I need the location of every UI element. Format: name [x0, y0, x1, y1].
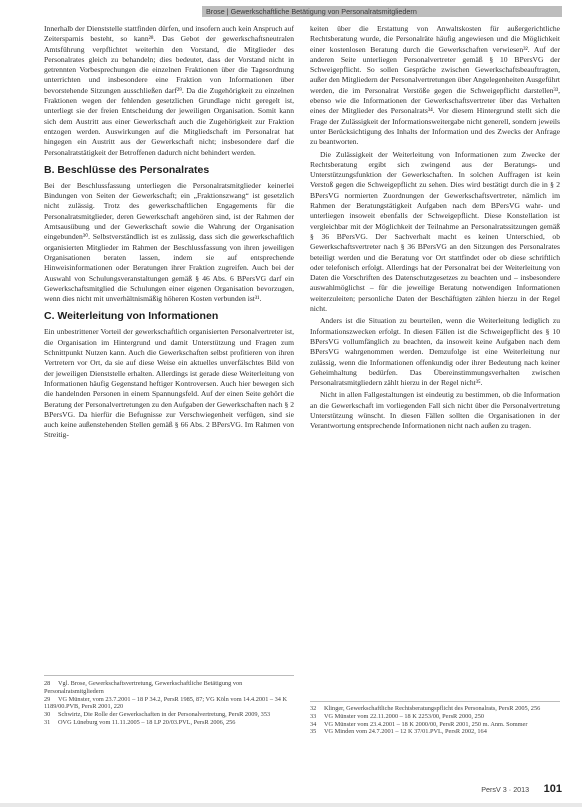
- paragraph: Ein unbestrittener Vorteil der gewerkschaftlich organisierten Personalvertreter ist, die Organisation im Hintergrund und damit Unterstützung und Fragen zum Schnittpunkt Nutzen kann. Auch die Gewerkschaften selbst profitieren von ihren Vertretern vor Ort, da sie auf diese Weise ein aktuelles unverfälschtes Bild von der jeweiligen Dienststelle erhalten. Allerdings ist gerade diese Weiterleitung von Informationen häufig Gegenstand heftiger Kontroversen. Auch hier bewegen sich die handelnden Personen in einem Spannungsfeld. Auf der einen Seite gehört die Beratung der Personalvertretungen zu den Aufgaben der Gewerkschaften nach § 2 BPersVG. Da hierfür die Befugnisse zur Verschwiegenheit verfügen, sind sie auch keine außenstehenden Stellen gemäß § 66 Abs. 2 BPersVG. Im Rahmen von Streitig-: [44, 327, 294, 440]
- footnote: 30 Schwirtz, Die Rolle der Gewerkschaften in der Personalvertretung, PersR 2009, 353: [44, 711, 271, 719]
- footnote: 32 Klinger, Gewerkschaftliche Rechtsberatungspflicht des Personalrats, PersR 2005, 256: [310, 705, 541, 712]
- footnotes-right: [310, 705, 556, 736]
- paragraph: Die Zulässigkeit der Weiterleitung von Informationen zum Zwecke der Rechtsberatung ergibt sich zwingend aus der Beratungs- und Unterstützungsfunktion der Gewerkschaften. In solchen Auffragen ist kein Verstoß gegen die Schweigepflicht zu sehen. Dies wird bestätigt durch die in § 2 BPersVG normierten Zuordnungen der Gewerkschaftsvertreter, nämlich im Rahmen der Beratungstätigkeit Aufgaben nach dem BPersVG wahr- und unterliegen insoweit ebenfalls der Schweigepflicht. Diese Konstellation ist vergleichbar mit der Möglichkeit der Teilnahme an Personalratssitzungen gemäß § 36 BPersVG. Der Sachverhalt macht es keinen Unterschied, ob Gewerkschaftsvertreter nach § 36 BPersVG an den Sitzungen des Personalrates beteiligt werden und die Beratung vor Ort stattfindet oder ob diese schriftlich oder telefonisch erfolgt. Allerdings hat der Personalrat bei der Weiterleitung von Daten die Vorschriften des Datenschutzgesetzes zu beachten und – insbesondere auswahlmöglichst – für die jeweilige Beratung notwendigen Informationen weiterzuleiten; personliche Daten der Beschäftigten zählen hierzu in der Regel nicht.: [310, 149, 560, 314]
- running-title: Brose | Gewerkschaftliche Betätigung von Personalratsmitgliedern: [206, 7, 417, 16]
- footnote: 34 VG Münster vom 23.4.2001 – 18 K 2000/00, PersR 2001, 250 m. Anm. Sommer: [310, 720, 528, 728]
- page-number: 101: [543, 783, 562, 795]
- paragraph: Bei der Beschlussfassung unterliegen die Personalratsmitglieder keinerlei Bindungen von Seiten der Gewerkschaft; ein „Fraktionszwang“ ist gesetzlich nicht zulässig. Trotz des gewerkschaftlichen Engagements für die Personalratsmitglieder, deren Gewerkschaft angehören sind, ist der Rahmen der Amtsausübung und der Gewerkschaft sowie die Wahrung der Organisation eingebunden³⁰. Selbstverständlich ist es zulässig, dass sich die gewerkschaftlich organisierten Mitglieder im Rahmen der Beschlussfassung von ihren jeweiligen Organisationen beraten lassen, indem sie auf entsprechende Hinweisinformationen oder Beratungen ihrer Fraktion zugreifen. Auch bei der Auswahl von Schulungsveranstaltungen gemäß § 46 Abs. 6 BPersVG darf ein Gewerkschaftsmitglied die Schulungen einer eigenen Organisation bevorzugen, wenn dies nicht mit unverhältnismäßig höheren Kosten verbunden ist³¹.: [44, 180, 294, 304]
- section-heading-c: C. Weiterleitung von Informationen: [44, 310, 219, 323]
- running-header: [202, 6, 562, 18]
- left-column: [44, 24, 294, 443]
- footnote-divider: [310, 701, 560, 702]
- footnote: 33 VG Münster vom 22.11.2000 – 18 K 2253/00, PersR 2000, 250: [310, 712, 484, 720]
- paragraph: Anders ist die Situation zu beurteilen, wenn die Weiterleitung lediglich zu Informationszwecken erfolgt. In diesen Fällen ist die Schweigepflicht des § 10 BPersVG vollumfänglich zu beachten, da insoweit keine Aufgaben nach dem BPersVG wahrgenommen werden. Demzufolge ist eine Weiterleitung nur zulässig, wenn die Informationen offenkundig oder ihrer Bedeutung nach keiner Geheimhaltung bedürfen. Das Übereinstimmungsverhalten zwischen Personalratsmitgliedern zählt hierzu in der Regel nicht³⁵.: [310, 316, 560, 388]
- footnote: 35 VG Minden vom 24.7.2001 – 12 K 37/01.PVL, PersR 2002, 164: [310, 728, 487, 736]
- paragraph: keiten über die Erstattung von Anwaltskosten für außergerichtliche Rechtsberatung wurde, die Personalräte häufig angewiesen und die Möglichkeit einer kostenlosen Beratung durch die Gewerkschaften verwiesen³². Auf der anderen Seite unterliegen Personalvertreter gemäß § 10 BPersVG der Schweigepflicht. So sollen Gespräche zwischen Gewerkschaftsbeauftragten, außer den Mitgliedern der Personalvertretungen über Angelegenheiten Ausgeführt werden, die im Personalrat Verstöße gegen die Schweigepflicht darstellen³³, ebenso wie die Informationen der Gewerkschaftsvertreter über das Verhalten eines der Mitglieder des Personalrats³⁴. Vor diesem Hintergrund stellt sich die Frage der Zulässigkeit der Informationsweitergabe nicht generell, sondern jeweils unter Berücksichtigung des Inhalts der Information und des Zwecks der Anfrage zu beantworten.: [310, 24, 560, 147]
- footnote-divider: [44, 675, 294, 676]
- journal-label: PersV 3 · 2013: [481, 785, 530, 794]
- footnote: 28 Vgl. Brose, Gewerkschaftsvertretung, Gewerkschaftliche Betätigung von Personalratsmitgliedern: [44, 680, 243, 695]
- section-heading-b: B. Beschlüsse des Personalrates: [44, 163, 210, 176]
- paragraph: Nicht in allen Fallgestaltungen ist eindeutig zu bestimmen, ob die Information an die Gewerkschaft im vorliegenden Fall sich nicht über die Personalvertretung Unterstützung wünscht. In diesen Fällen sollten die Organisationen in der Verantwortung entsprechende Informationen nicht nach außen zu tragen.: [310, 390, 560, 431]
- footnote: 31 OVG Lüneburg vom 11.11.2005 – 18 LP 20/03.PVL, PersR 2006, 256: [44, 718, 236, 726]
- paragraph: Innerhalb der Dienststelle stattfinden dürfen, und insofern auch kein Anspruch auf Zeitersparnis besteht, so kann²⁸. Das Gebot der gewerkschaftsneutralen Amtsführung verpflichtet weiterhin den Vorstand, die Mitglieder des Personalrates gleich zu behandeln; dies bedeutet, dass der Vorstand nicht in getrennten Vorbesprechungen die einzelnen Fraktionen über die Tagesordnung unterrichten und insbesondere eine Fraktion von Informationen über bevorstehende Sitzungen ausschließen darf²⁹. Da die Zugehörigkeit zu einzelnen Fraktionen wegen der fehlenden gesetzlichen Grundlage nicht geregelt ist, unterliegt sie der freien Entscheidung der jeweiligen Organisation. Somit kann sich dem Austritt aus einer Gewerkschaft auch die Zugehörigkeit zur Fraktion entzogen werden. Auswirkungen auf die Mitgliedschaft im Personalrat hat hingegen ein Austritt aus der Gewerkschaft nicht; insbesondere darf die Personalratstätigkeit der Betroffenen dadurch nicht behindert werden.: [44, 24, 294, 157]
- page-footer: [481, 779, 562, 797]
- footnotes-left: [44, 680, 290, 727]
- right-column: [310, 24, 560, 434]
- footnote: 29 VG Münster, vom 23.7.2001 – 18 P 34.2, PersR 1985, 87; VG Köln vom 14.4.2001 – 34 K 1189/00.PVB, PersR 2001, 220: [44, 695, 288, 711]
- bottom-edge: [0, 803, 582, 807]
